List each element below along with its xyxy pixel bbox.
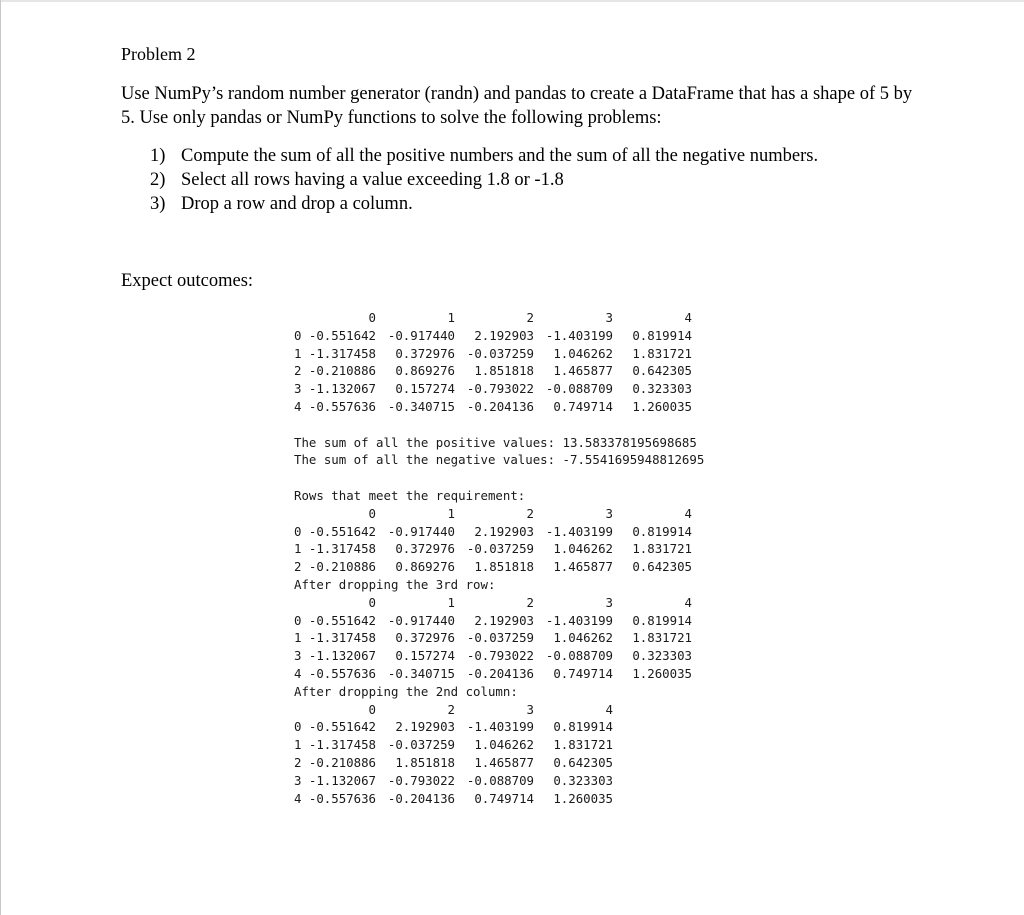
- table-cell: 1.831721: [632, 345, 692, 361]
- table-cell: 1.260035: [553, 790, 613, 806]
- table-cell: 0.642305: [632, 559, 692, 575]
- dataframe-row-dropped: [294, 594, 734, 683]
- row-index: 2: [294, 363, 302, 379]
- table-cell: -1.403199: [545, 327, 613, 343]
- dataframe-original: [294, 309, 734, 416]
- table-header-row: [294, 505, 734, 523]
- table-cell: -0.204136: [466, 665, 534, 681]
- column-header: 4: [605, 701, 613, 717]
- page-left-border: [0, 0, 1, 915]
- table-cell: -1.317458: [308, 541, 376, 557]
- table-cell: 1.260035: [632, 398, 692, 414]
- table-cell: 0.819914: [632, 523, 692, 539]
- table-row: [294, 327, 734, 345]
- drop-row-label: After dropping the 3rd row:: [294, 576, 496, 592]
- task-item: [150, 192, 818, 216]
- column-header: 0: [368, 701, 376, 717]
- table-cell: 1.831721: [553, 737, 613, 753]
- table-cell: 0.819914: [553, 719, 613, 735]
- task-item: [150, 168, 818, 192]
- table-cell: 2.192903: [474, 523, 534, 539]
- table-row: [294, 772, 734, 790]
- row-index: 3: [294, 381, 302, 397]
- table-cell: -0.551642: [308, 523, 376, 539]
- row-index: 2: [294, 559, 302, 575]
- table-cell: -0.340715: [387, 665, 455, 681]
- table-cell: -0.917440: [387, 523, 455, 539]
- task-number: 3): [150, 194, 166, 214]
- row-index: 3: [294, 772, 302, 788]
- table-cell: 0.372976: [395, 541, 455, 557]
- table-cell: 0.869276: [395, 363, 455, 379]
- page-top-border: [0, 0, 1024, 2]
- row-index: 4: [294, 790, 302, 806]
- table-row: [294, 558, 734, 576]
- table-cell: -0.088709: [466, 772, 534, 788]
- column-header: 3: [526, 701, 534, 717]
- table-cell: -1.403199: [466, 719, 534, 735]
- table-row: [294, 540, 734, 558]
- rows-requirement-label: Rows that meet the requirement:: [294, 487, 526, 503]
- column-header: 1: [447, 505, 455, 521]
- table-cell: 1.465877: [553, 363, 613, 379]
- table-row: [294, 398, 734, 416]
- table-cell: 1.831721: [632, 541, 692, 557]
- table-cell: 0.372976: [395, 345, 455, 361]
- table-cell: 0.749714: [474, 790, 534, 806]
- table-cell: 0.749714: [553, 665, 613, 681]
- table-cell: 0.819914: [632, 327, 692, 343]
- table-row: [294, 523, 734, 541]
- table-cell: -0.088709: [545, 381, 613, 397]
- task-item: [150, 144, 818, 168]
- table-cell: -0.551642: [308, 612, 376, 628]
- table-row: [294, 647, 734, 665]
- task-number: 2): [150, 170, 166, 190]
- column-header: 0: [368, 594, 376, 610]
- table-row: [294, 665, 734, 683]
- column-header: 3: [605, 310, 613, 325]
- column-header: 2: [526, 505, 534, 521]
- row-index: 0: [294, 612, 302, 628]
- table-row: [294, 345, 734, 363]
- table-row: [294, 718, 734, 736]
- table-cell: -0.557636: [308, 665, 376, 681]
- table-cell: 0.323303: [632, 381, 692, 397]
- table-cell: -0.204136: [466, 398, 534, 414]
- table-cell: 1.465877: [474, 754, 534, 770]
- table-cell: 0.372976: [395, 630, 455, 646]
- row-index: 4: [294, 665, 302, 681]
- table-cell: -0.210886: [308, 559, 376, 575]
- table-cell: -1.403199: [545, 612, 613, 628]
- table-header-row: [294, 309, 734, 327]
- row-index: 4: [294, 398, 302, 414]
- table-cell: -1.132067: [308, 648, 376, 664]
- table-cell: -0.551642: [308, 327, 376, 343]
- table-cell: -0.793022: [466, 648, 534, 664]
- table-cell: 1.851818: [395, 754, 455, 770]
- table-cell: 1.260035: [632, 665, 692, 681]
- column-header: 4: [684, 505, 692, 521]
- table-cell: 0.819914: [632, 612, 692, 628]
- column-header: 4: [684, 310, 692, 325]
- table-row: [294, 790, 734, 808]
- table-cell: -0.037259: [466, 630, 534, 646]
- table-cell: 0.749714: [553, 398, 613, 414]
- row-index: 3: [294, 648, 302, 664]
- table-row: [294, 612, 734, 630]
- column-header: 2: [526, 310, 534, 325]
- table-cell: 1.046262: [553, 345, 613, 361]
- table-cell: 0.157274: [395, 381, 455, 397]
- column-header: 4: [684, 594, 692, 610]
- table-cell: -0.793022: [387, 772, 455, 788]
- row-index: 0: [294, 523, 302, 539]
- table-cell: 1.465877: [553, 559, 613, 575]
- expect-outcomes-label: Expect outcomes:: [121, 271, 254, 291]
- table-cell: -0.917440: [387, 612, 455, 628]
- table-header-row: [294, 594, 734, 612]
- table-cell: -0.204136: [387, 790, 455, 806]
- table-cell: -1.403199: [545, 523, 613, 539]
- table-cell: -0.551642: [308, 719, 376, 735]
- table-cell: -1.317458: [308, 630, 376, 646]
- table-header-row: [294, 701, 734, 719]
- table-cell: 1.851818: [474, 363, 534, 379]
- task-number: 1): [150, 146, 166, 166]
- table-cell: 0.323303: [632, 648, 692, 664]
- row-index: 2: [294, 754, 302, 770]
- table-cell: -0.088709: [545, 648, 613, 664]
- task-text: Select all rows having a value exceeding 1.8 or -1.8: [181, 170, 564, 190]
- table-cell: -1.132067: [308, 772, 376, 788]
- table-cell: -0.037259: [466, 541, 534, 557]
- table-cell: 1.831721: [632, 630, 692, 646]
- sum-negative-line: The sum of all the negative values: -7.5541695948812695: [294, 452, 705, 468]
- column-header: 0: [368, 310, 376, 325]
- dataframe-filtered: [294, 505, 734, 576]
- row-index: 1: [294, 345, 302, 361]
- column-header: 3: [605, 594, 613, 610]
- table-cell: 1.046262: [553, 541, 613, 557]
- table-cell: -0.917440: [387, 327, 455, 343]
- table-cell: -0.210886: [308, 363, 376, 379]
- column-header: 2: [447, 701, 455, 717]
- table-cell: 0.869276: [395, 559, 455, 575]
- column-header: 0: [368, 505, 376, 521]
- console-output: [294, 309, 734, 807]
- column-header: 1: [447, 310, 455, 325]
- table-cell: 2.192903: [474, 327, 534, 343]
- table-cell: 0.323303: [553, 772, 613, 788]
- table-cell: -0.340715: [387, 398, 455, 414]
- column-header: 3: [605, 505, 613, 521]
- table-cell: 1.851818: [474, 559, 534, 575]
- row-index: 0: [294, 719, 302, 735]
- table-cell: -0.557636: [308, 398, 376, 414]
- sum-positive-line: The sum of all the positive values: 13.583378195698685: [294, 434, 697, 450]
- table-cell: -0.210886: [308, 754, 376, 770]
- table-cell: -0.793022: [466, 381, 534, 397]
- table-cell: -1.317458: [308, 345, 376, 361]
- table-cell: -0.037259: [466, 345, 534, 361]
- table-row: [294, 629, 734, 647]
- drop-column-label: After dropping the 2nd column:: [294, 683, 518, 699]
- table-cell: -0.557636: [308, 790, 376, 806]
- problem-intro: Use NumPy’s random number generator (randn) and pandas to create a DataFrame that has a shape of 5 by 5. Use only pandas or NumPy functions to solve the following problems:: [121, 84, 913, 128]
- table-cell: 0.157274: [395, 648, 455, 664]
- table-row: [294, 754, 734, 772]
- table-cell: 1.046262: [474, 737, 534, 753]
- table-cell: -1.132067: [308, 381, 376, 397]
- row-index: 1: [294, 630, 302, 646]
- table-row: [294, 736, 734, 754]
- task-text: Drop a row and drop a column.: [181, 194, 413, 214]
- table-cell: 0.642305: [632, 363, 692, 379]
- table-cell: -1.317458: [308, 737, 376, 753]
- row-index: 1: [294, 737, 302, 753]
- table-cell: 0.642305: [553, 754, 613, 770]
- task-list: [150, 144, 818, 216]
- dataframe-column-dropped: [294, 701, 734, 808]
- task-text: Compute the sum of all the positive numbers and the sum of all the negative numbers.: [181, 146, 819, 166]
- column-header: 2: [526, 594, 534, 610]
- row-index: 0: [294, 327, 302, 343]
- table-cell: 2.192903: [474, 612, 534, 628]
- column-header: 1: [447, 594, 455, 610]
- problem-title: Problem 2: [121, 44, 196, 64]
- table-cell: 2.192903: [395, 719, 455, 735]
- table-row: [294, 362, 734, 380]
- table-cell: -0.037259: [387, 737, 455, 753]
- table-cell: 1.046262: [553, 630, 613, 646]
- row-index: 1: [294, 541, 302, 557]
- table-row: [294, 380, 734, 398]
